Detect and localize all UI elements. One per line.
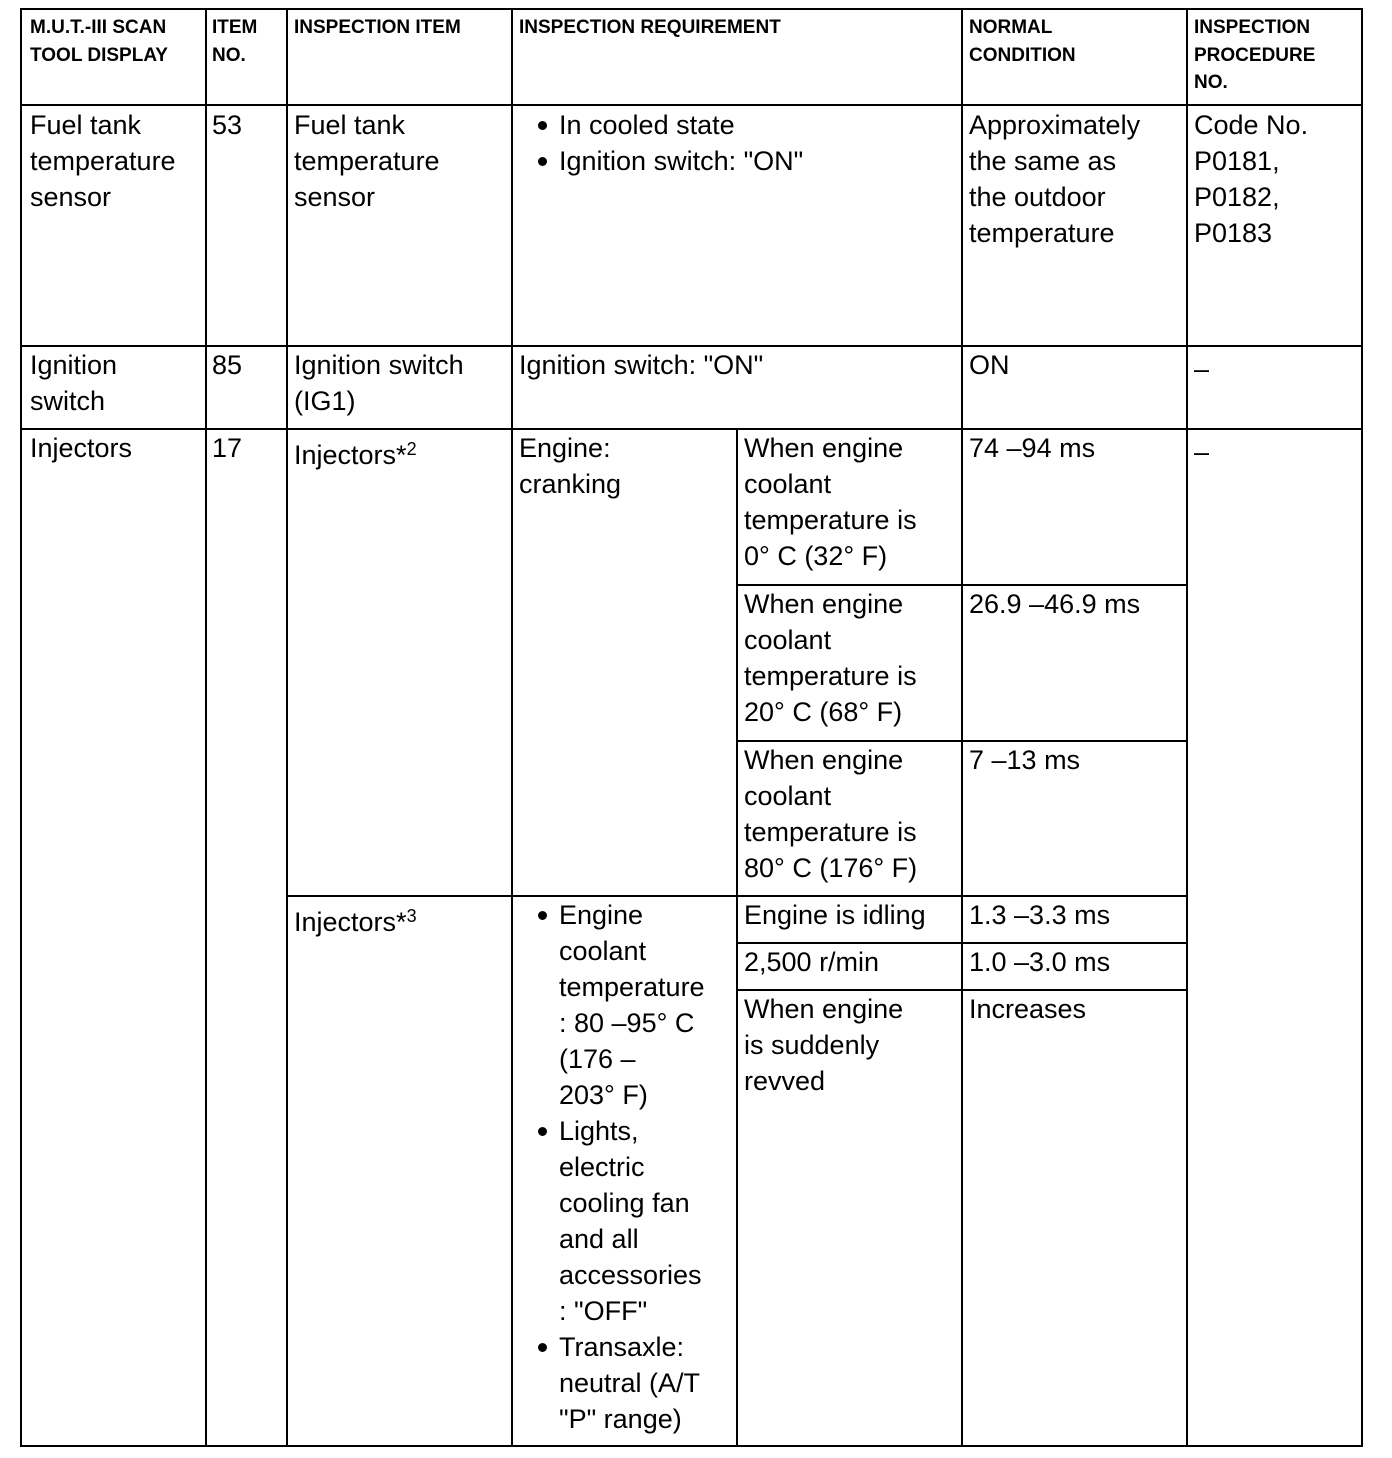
injectors-warm-item: Injectors*$^3$ (294, 906, 417, 937)
requirement-bullet: Ignition switch: "ON" (527, 143, 803, 179)
ignition-normal-condition: ON (969, 350, 1010, 380)
normal-coolant-80c: 7 –13 ms (969, 745, 1081, 775)
normal-coolant-20c: 26.9 –46.9 ms (969, 589, 1141, 619)
condition-coolant-80c: When engine coolant temperature is 80° C (176° F) (744, 745, 918, 883)
requirement-bullet: In cooled state (527, 107, 803, 143)
injectors-display: Injectors (30, 433, 133, 463)
fuel-tank-procedure: Code No. P0181, P0182, P0183 (1194, 110, 1309, 248)
injectors-item-no: 17 (212, 433, 243, 463)
row-divider (22, 104, 1361, 106)
inspection-table (20, 8, 1363, 1447)
requirement-bullet: Transaxle: neutral (A/T "P" range) (527, 1329, 705, 1437)
fuel-tank-item-no: 53 (212, 110, 243, 140)
ignition-requirement: Ignition switch: "ON" (519, 350, 764, 380)
column-divider (736, 428, 738, 1445)
requirement-bullet: Lights, electric cooling fan and all accessories : "OFF" (527, 1113, 705, 1329)
condition-2500rpm: 2,500 r/min (744, 947, 880, 977)
normal-2500rpm: 1.0 –3.0 ms (969, 947, 1111, 977)
fuel-tank-inspection-item: Fuel tank temperature sensor (294, 110, 440, 212)
column-divider (286, 10, 288, 1445)
normal-revved: Increases (969, 994, 1087, 1024)
injectors-cranking-item: Injectors*$^2$ (294, 439, 417, 470)
injectors-warm-requirements (527, 897, 705, 1437)
ignition-procedure: – (1194, 354, 1210, 384)
fuel-tank-normal-condition: Approximately the same as the outdoor temperature (969, 110, 1141, 248)
ignition-inspection-item: Ignition switch (IG1) (294, 350, 464, 416)
header-scan-tool-display: M.U.T.-III SCAN TOOL DISPLAY (30, 17, 168, 66)
header-inspection-procedure-no: INSPECTION PROCEDURE NO. (1194, 17, 1316, 93)
header-inspection-requirement: INSPECTION REQUIREMENT (519, 17, 781, 38)
condition-coolant-20c: When engine coolant temperature is 20° C (68° F) (744, 589, 917, 727)
fuel-tank-requirements (527, 107, 803, 179)
ignition-item-no: 85 (212, 350, 243, 380)
requirement-bullet: Engine coolant temperature : 80 –95° C (176 – 203° F) (527, 897, 705, 1113)
condition-revved: When engine is suddenly revved (744, 994, 904, 1096)
column-divider (205, 10, 207, 1445)
header-item-no: ITEM NO. (212, 17, 258, 66)
header-normal-condition: NORMAL CONDITION (969, 17, 1076, 66)
column-divider (1186, 10, 1188, 1445)
injectors-cranking-requirement: Engine: cranking (519, 433, 622, 499)
header-inspection-item: INSPECTION ITEM (294, 17, 461, 38)
condition-idling: Engine is idling (744, 900, 926, 930)
normal-idling: 1.3 –3.3 ms (969, 900, 1111, 930)
injectors-procedure: – (1194, 437, 1210, 467)
ignition-display: Ignition switch (30, 350, 118, 416)
fuel-tank-display: Fuel tank temperature sensor (30, 110, 176, 212)
condition-coolant-0c: When engine coolant temperature is 0° C (32° F) (744, 433, 917, 571)
normal-coolant-0c: 74 –94 ms (969, 433, 1096, 463)
column-divider (511, 10, 513, 1445)
column-divider (961, 10, 963, 1445)
